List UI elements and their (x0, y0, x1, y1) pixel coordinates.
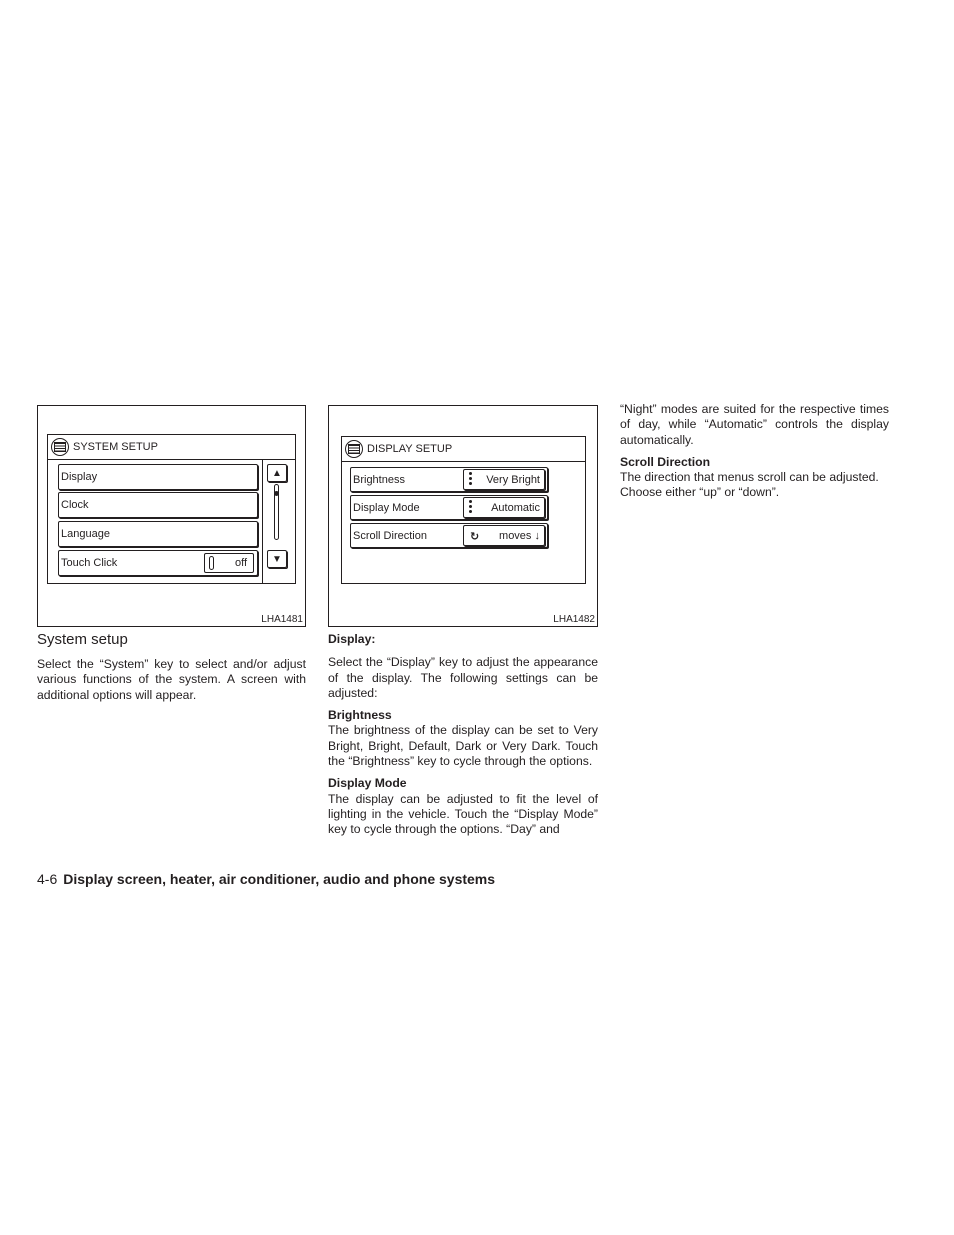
scroll-direction-value-button[interactable] (463, 525, 545, 546)
options-dots-icon (469, 472, 473, 487)
menu-item-display[interactable] (58, 464, 258, 490)
column-2 (328, 632, 598, 838)
screen-title-bar (48, 435, 295, 460)
brightness-paragraph: The brightness of the display can be set to Very Bright, Bright, Default, Dark or Very Dark. Touch the “Brightness” key to cycle through the options. (328, 723, 598, 769)
system-setup-screen (47, 434, 296, 584)
section-heading: Display: (328, 632, 376, 646)
chapter-title: Display screen, heater, air conditioner, audio and phone systems (63, 871, 496, 887)
screen-title: DISPLAY SETUP (367, 443, 453, 455)
section-heading: System setup (37, 631, 128, 648)
brightness-value-button[interactable] (463, 469, 545, 490)
display-mode-value-button[interactable] (463, 497, 545, 518)
screen-title: SYSTEM SETUP (73, 441, 158, 453)
subheading-scroll-direction: Scroll Direction (620, 454, 711, 469)
display-setup-figure (328, 405, 598, 627)
setup-menu-icon (51, 438, 69, 456)
scroll-down-button[interactable] (267, 550, 287, 568)
scroll-up-button[interactable] (267, 464, 287, 482)
column-3 (620, 402, 889, 501)
menu-item-label: Display (61, 471, 98, 483)
options-dots-icon (469, 500, 473, 515)
column-1 (37, 631, 306, 703)
page-number: 4-6 (37, 871, 58, 887)
page-footer (37, 871, 495, 887)
night-modes-paragraph: “Night” modes are suited for the respective times of day, while “Automatic” controls the display automatically. (620, 402, 889, 447)
display-mode-paragraph: The display can be adjusted to fit the level of lighting in the vehicle. Touch the “Display Mode” key to cycle through the options. “Day” and (328, 791, 598, 837)
menu-item-label: Touch Click (61, 557, 118, 569)
setting-display-mode[interactable] (350, 495, 548, 520)
setting-label: Scroll Direction (353, 529, 427, 542)
menu-item-label: Clock (61, 499, 89, 511)
setup-menu-icon (345, 440, 363, 458)
setting-value: Automatic (491, 501, 540, 514)
setting-label: Display Mode (353, 501, 420, 514)
touch-click-toggle[interactable] (204, 553, 254, 573)
cycle-icon: ↻ (470, 531, 480, 543)
setting-brightness[interactable] (350, 467, 548, 492)
down-arrow-icon: ▼ (272, 553, 282, 565)
up-arrow-icon: ▲ (272, 467, 282, 479)
toggle-knob-icon (209, 556, 214, 570)
scroll-thumb[interactable] (274, 491, 279, 496)
menu-item-label: Language (61, 528, 110, 540)
menu-item-language[interactable] (58, 521, 258, 547)
screen-title-bar (342, 437, 585, 462)
system-setup-figure (37, 405, 306, 627)
section-paragraph: Select the “Display” key to adjust the appearance of the display. The following settings can be adjusted: (328, 655, 598, 700)
section-paragraph: Select the “System” key to select and/or adjust various functions of the system. A screen with additional options will appear. (37, 657, 306, 702)
toggle-value: off (234, 557, 247, 569)
figure-code: LHA1481 (261, 614, 303, 625)
scrollbar (262, 460, 297, 584)
menu-item-clock[interactable] (58, 492, 258, 518)
subheading-display-mode: Display Mode (328, 776, 407, 791)
menu-item-touch-click[interactable] (58, 550, 258, 576)
setting-value: moves ↓ (499, 529, 540, 542)
setting-value: Very Bright (486, 473, 540, 486)
scroll-direction-paragraph: The direction that menus scroll can be adjusted. Choose either “up” or “down”. (620, 470, 879, 500)
display-setup-screen (341, 436, 586, 584)
setting-scroll-direction[interactable] (350, 523, 548, 548)
subheading-brightness: Brightness (328, 708, 392, 723)
setting-label: Brightness (353, 473, 405, 486)
figure-code: LHA1482 (553, 614, 595, 625)
